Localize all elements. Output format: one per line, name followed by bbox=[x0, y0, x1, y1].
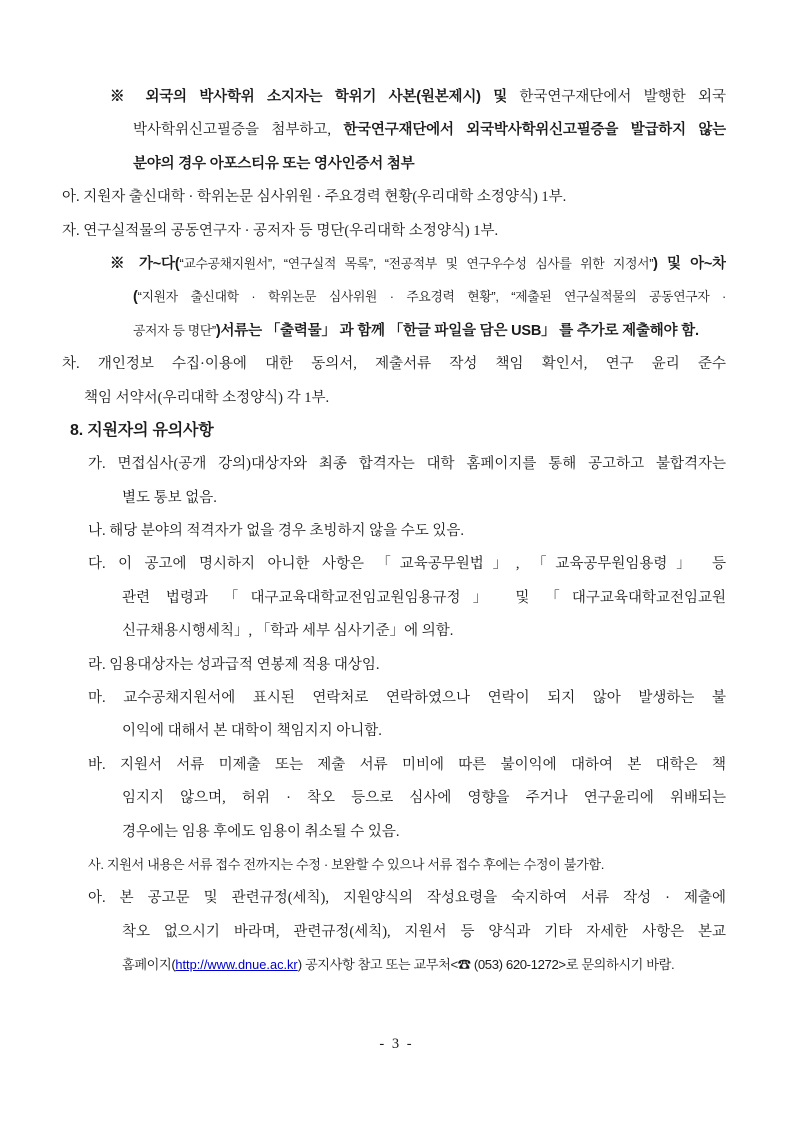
text-line bbox=[122, 948, 726, 981]
text-segment: 바. 지원서 서류 미제출 또는 제출 서류 미비에 따른 불이익에 대하여 본 대학은 책 bbox=[88, 756, 726, 773]
text-segment: 차. 개인정보 수집·이용에 대한 동의서, 제출서류 작성 책임 확인서, 연구 윤리 준수 bbox=[62, 356, 726, 373]
section-heading bbox=[70, 414, 726, 447]
text-line bbox=[84, 381, 726, 414]
text-segment: 신규채용시행세칙」, 「학과 세부 심사기준」에 의함. bbox=[122, 623, 454, 640]
text-segment: 분야의 경우 아포스티유 또는 영사인증서 첨부 bbox=[133, 155, 415, 172]
text-segment: 임지지 않으며, 허위 · 착오 등으로 심사에 영향을 주거나 연구윤리에 위배되는 bbox=[122, 790, 726, 807]
text-line bbox=[88, 748, 726, 781]
text-segment: 마. 교수공채지원서에 표시된 연락처로 연락하였으나 연락이 되지 않아 발생하는 불 bbox=[88, 690, 726, 707]
text-line bbox=[133, 147, 726, 180]
text-segment: 아. 지원자 출신대학 · 학위논문 심사위원 · 주요경력 현황(우리대학 소정양식) 1부. bbox=[62, 189, 567, 206]
text-segment: “지원자 출신대학 · 학위논문 심사위원 · 주요경력 현황”, “제출된 연구실적물의 공동연구자 · bbox=[137, 289, 726, 305]
text-segment: 공저자 등 명단” bbox=[133, 322, 216, 338]
text-line bbox=[122, 614, 726, 647]
text-line bbox=[133, 314, 726, 347]
text-segment: 이익에 대해서 본 대학이 책임지지 아니함. bbox=[122, 723, 382, 740]
text-line bbox=[110, 247, 726, 280]
text-segment: 홈페이지( bbox=[122, 957, 176, 973]
text-line bbox=[122, 915, 726, 948]
text-segment: ) 공지사항 참고 또는 교무처<☎ (053) 620-1272>로 문의하시기 바람. bbox=[297, 957, 675, 973]
text-line bbox=[62, 214, 726, 247]
document-body bbox=[0, 80, 793, 982]
text-segment: 사. 지원서 내용은 서류 접수 전까지는 수정 · 보완할 수 있으나 서류 접수 후에는 수정이 불가함. bbox=[88, 856, 605, 872]
text-segment: ※ 외국의 박사학위 소지자는 학위기 사본(원본제시) 및 bbox=[110, 89, 508, 105]
text-segment: )서류는 「출력물」 과 함께 「한글 파일을 담은 USB」 를 추가로 제출해야 함. bbox=[215, 322, 699, 339]
text-line bbox=[122, 815, 726, 848]
text-segment: 다. 이 공고에 명시하지 아니한 사항은 「교육공무원법」, 「교육공무원임용령」 등 bbox=[88, 556, 726, 573]
text-segment: 별도 통보 없음. bbox=[122, 489, 217, 506]
text-segment: 박사학위신고필증을 첨부하고, bbox=[133, 122, 344, 139]
text-segment: 자. 연구실적물의 공동연구자 · 공저자 등 명단(우리대학 소정양식) 1부. bbox=[62, 222, 499, 239]
text-line bbox=[88, 447, 726, 480]
text-line bbox=[122, 781, 726, 814]
text-segment: 아. 본 공고문 및 관련규정(세칙), 지원양식의 작성요령을 숙지하여 서류 작성 · 제출에 bbox=[88, 890, 726, 907]
text-segment: 한국연구재단에서 발행한 외국 bbox=[507, 89, 726, 105]
text-segment: ) 및 아~차 bbox=[653, 255, 726, 272]
text-line bbox=[62, 180, 726, 213]
text-segment: 관련 법령과 「대구교육대학교전임교원임용규정」 및 「대구교육대학교전임교원 bbox=[122, 589, 726, 606]
text-line bbox=[88, 681, 726, 714]
text-segment: 라. 임용대상자는 성과급적 연봉제 적용 대상임. bbox=[88, 656, 380, 673]
text-line bbox=[133, 280, 726, 313]
text-segment: 가. 면접심사(공개 강의)대상자와 최종 합격자는 대학 홈페이지를 통해 공고하고 불합격자는 bbox=[88, 456, 726, 473]
text-line bbox=[110, 80, 726, 113]
text-segment: ※ 가~다( bbox=[110, 255, 180, 272]
text-segment: 나. 해당 분야의 적격자가 없을 경우 초빙하지 않을 수도 있음. bbox=[88, 523, 465, 540]
text-line bbox=[122, 481, 726, 514]
text-line bbox=[88, 514, 726, 547]
homepage-link[interactable]: http://www.dnue.ac.kr bbox=[175, 957, 298, 973]
text-segment: 한국연구재단에서 외국박사학위신고필증을 발급하지 않는 bbox=[343, 122, 726, 139]
text-segment: 착오 없으시기 바라며, 관련규정(세칙), 지원서 등 양식과 기타 자세한 사항은 본교 bbox=[122, 923, 726, 940]
text-line bbox=[133, 113, 726, 146]
text-line bbox=[88, 547, 726, 580]
page-number: - 3 - bbox=[379, 1036, 414, 1052]
text-segment: ( bbox=[133, 289, 138, 306]
text-line bbox=[88, 648, 726, 681]
text-segment: “교수공채지원서”, “연구실적 목록”, “전공적부 및 연구우수성 심사를 위한 지정서” bbox=[179, 255, 654, 271]
text-segment: 경우에는 임용 후에도 임용이 취소될 수 있음. bbox=[122, 823, 400, 840]
text-line bbox=[122, 581, 726, 614]
text-line bbox=[62, 347, 726, 380]
text-line bbox=[122, 714, 726, 747]
text-line bbox=[88, 848, 726, 881]
text-segment: 책임 서약서(우리대학 소정양식) 각 1부. bbox=[84, 389, 330, 406]
text-line bbox=[88, 881, 726, 914]
text-segment: 8. 지원자의 유의사항 bbox=[70, 421, 214, 439]
